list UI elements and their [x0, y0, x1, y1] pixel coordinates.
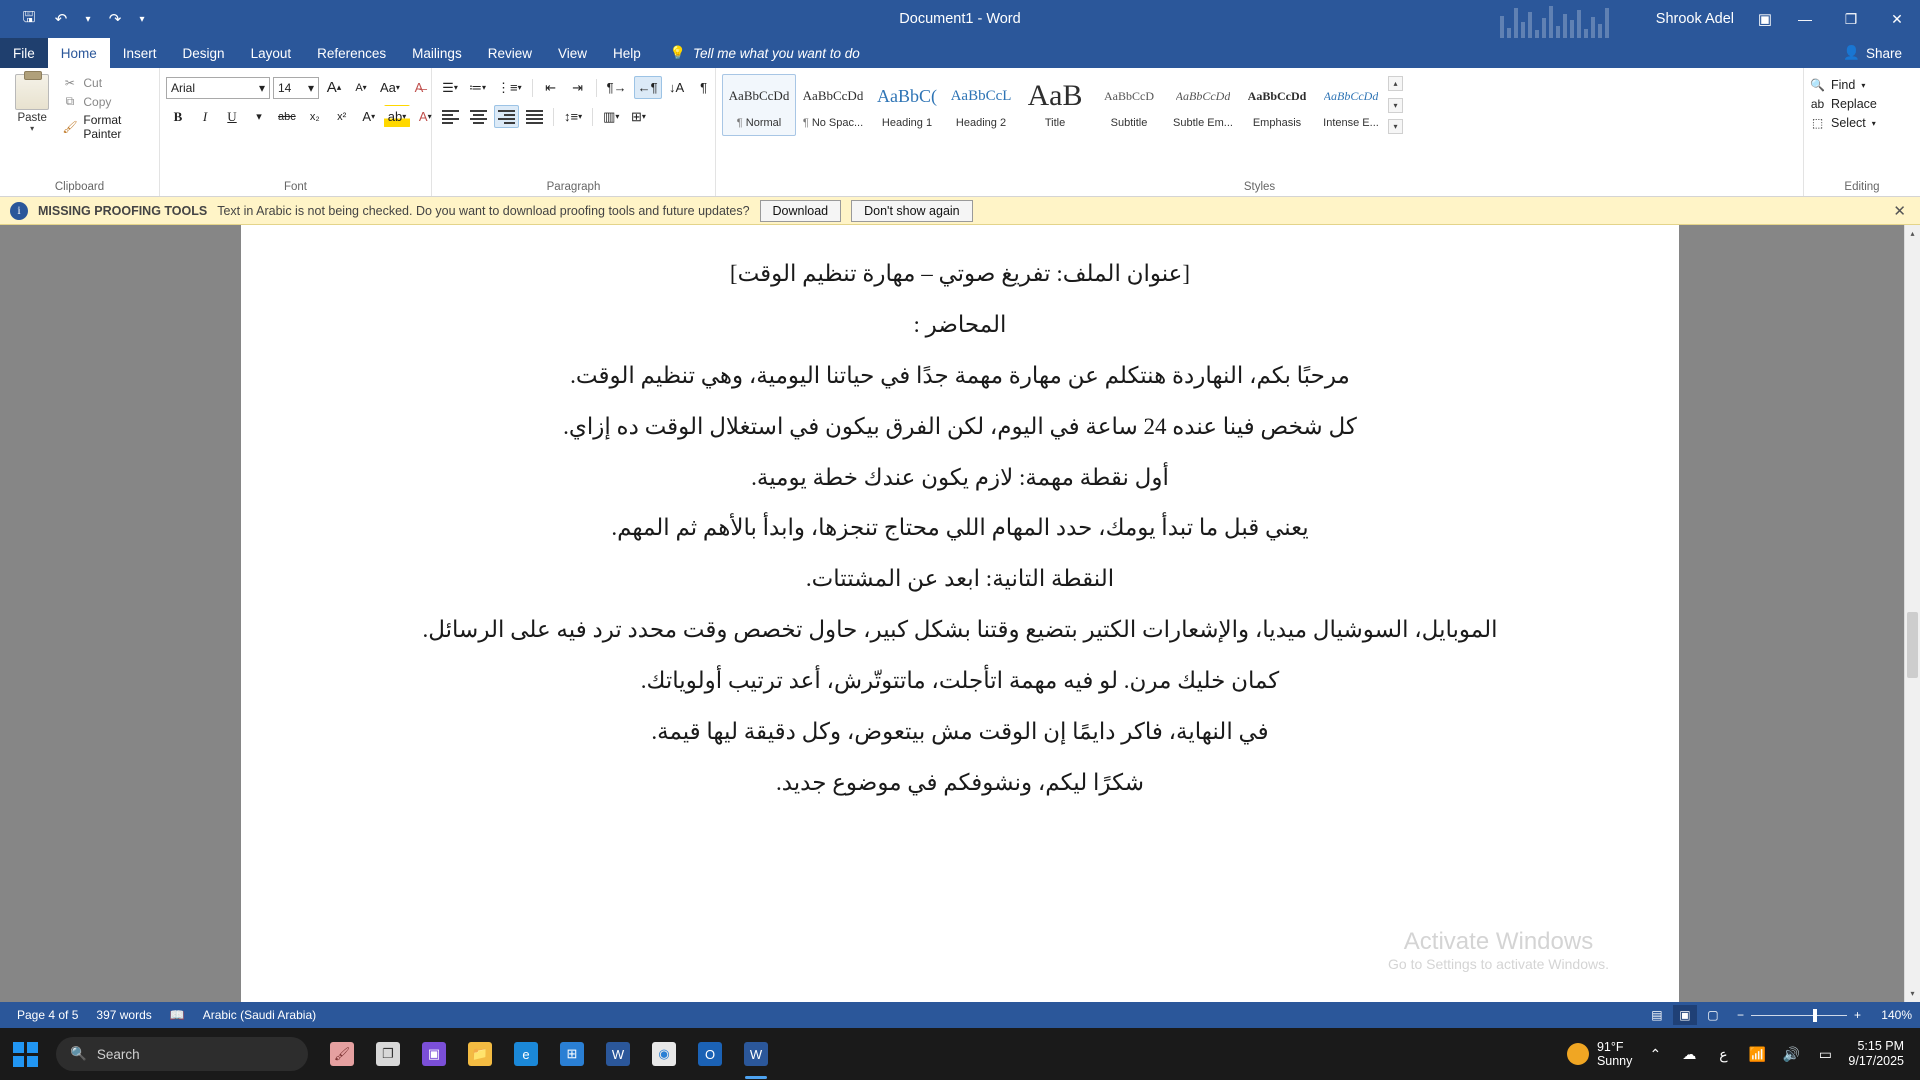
google-chrome-app-icon[interactable]: ◉	[644, 1034, 684, 1074]
word-web-app-icon[interactable]: W	[598, 1034, 638, 1074]
language-icon[interactable]: ع	[1719, 1045, 1728, 1062]
superscript-icon[interactable]: x²	[337, 110, 347, 123]
copy-button[interactable]	[62, 94, 153, 109]
clock-time: 5:15 PM	[1857, 1039, 1904, 1053]
scrollbar-thumb[interactable]	[1907, 612, 1918, 678]
style-heading-1[interactable]	[870, 74, 944, 136]
message-bar	[0, 197, 1920, 225]
align-center-icon[interactable]	[466, 105, 491, 128]
weather-text	[1597, 1040, 1632, 1069]
font-color-icon[interactable]: A ▾	[418, 109, 432, 124]
scroll-up-icon[interactable]: ▴	[1910, 229, 1915, 238]
style-preview: AaBbCcD	[1104, 88, 1154, 103]
styles-gallery[interactable]	[722, 72, 1404, 136]
bold-icon[interactable]: B	[173, 108, 183, 124]
document-paragraph: أول نقطة مهمة: لازم يكون عندك خطة يومية.	[751, 464, 1169, 490]
user-account-name[interactable]: Shrook Adel	[1655, 11, 1734, 27]
show-formatting-marks-icon[interactable]: ¶	[700, 80, 708, 95]
store-tiles-app-icon[interactable]: ⊞	[552, 1034, 592, 1074]
customize-quick-access-icon[interactable]: ▾	[139, 13, 145, 25]
zoom-out-icon[interactable]: −	[1736, 1008, 1744, 1022]
word-count[interactable]: 397 words	[96, 1008, 152, 1022]
activate-windows-title: Activate Windows	[1403, 928, 1594, 955]
grow-font-icon[interactable]: A ▴	[326, 79, 342, 96]
search-icon: 🔍	[1810, 78, 1825, 92]
paste-dropdown-icon[interactable]: ▾	[30, 124, 35, 133]
cut-label: Cut	[83, 76, 103, 90]
file-explorer-app-icon[interactable]: 📁	[460, 1034, 500, 1074]
activate-windows-watermark	[1388, 928, 1609, 972]
font-size-combo[interactable]	[273, 77, 319, 99]
restore-icon[interactable]: ❐	[1844, 10, 1858, 27]
copy-icon: ⧉	[65, 94, 75, 108]
tab-layout[interactable]: Layout	[250, 45, 292, 61]
paint-3d-app-icon[interactable]: 🖌	[322, 1034, 362, 1074]
chevron-down-icon[interactable]: ▾	[258, 80, 265, 95]
undo-icon[interactable]: ↶	[54, 11, 68, 28]
zoom-in-icon[interactable]: +	[1853, 1008, 1861, 1022]
zoom-control[interactable]	[1729, 1008, 1912, 1022]
sun-icon	[1567, 1043, 1589, 1065]
tell-me-box[interactable]	[654, 38, 860, 68]
tab-home[interactable]: Home	[48, 38, 110, 68]
strikethrough-icon[interactable]: abc	[278, 110, 296, 123]
tell-me-label: Tell me what you want to do	[692, 45, 860, 61]
dont-show-again-button[interactable]: Don't show again	[851, 200, 973, 222]
style-subtle-emphasis[interactable]	[1166, 74, 1240, 136]
align-left-icon[interactable]	[438, 105, 463, 128]
tab-help[interactable]: Help	[613, 45, 641, 61]
select-icon: ⬚	[1811, 116, 1824, 130]
style-label: Heading 2	[955, 117, 1007, 129]
read-mode-icon[interactable]: ▤	[1651, 1008, 1663, 1022]
style-label: Subtle Em...	[1173, 117, 1233, 129]
document-page[interactable]	[241, 225, 1679, 1002]
save-icon[interactable]: 🖫	[22, 8, 36, 26]
style-preview: AaBbCcDd	[728, 88, 790, 103]
group-label-clipboard: Clipboard	[54, 181, 105, 193]
style-label: Intense E...	[1323, 117, 1379, 129]
search-placeholder: Search	[96, 1046, 140, 1062]
sort-icon[interactable]: ↓A	[669, 80, 685, 95]
word-app-icon[interactable]: W	[736, 1034, 776, 1074]
start-button[interactable]	[0, 1028, 50, 1080]
scissors-icon: ✂	[64, 76, 75, 90]
numbering-icon[interactable]: ≔ ▾	[469, 79, 487, 95]
style-intense-emphasis[interactable]	[1314, 74, 1388, 136]
document-paragraph: كل شخص فينا عنده 24 ساعة في اليوم، لكن الفرق بيكون في استغلال الوقت ده إزاي.	[563, 413, 1357, 439]
style-label: Emphasis	[1252, 117, 1302, 129]
text-highlight-icon[interactable]: ab ▾	[384, 105, 410, 128]
tab-review[interactable]: Review	[487, 45, 532, 61]
system-tray	[1567, 1039, 1920, 1069]
replace-button[interactable]	[1810, 97, 1877, 111]
font-size-value: 14	[278, 80, 292, 95]
status-bar	[0, 1002, 1920, 1028]
vertical-scrollbar[interactable]	[1904, 225, 1920, 1002]
chevron-down-icon[interactable]: ▾	[307, 80, 314, 95]
group-label-font: Font	[283, 181, 307, 193]
windows-logo-icon	[13, 1042, 38, 1067]
paste-icon	[15, 74, 49, 110]
bullets-icon[interactable]: ☰ ▾	[442, 79, 458, 95]
replace-label: Replace	[1831, 97, 1877, 111]
document-body[interactable]	[241, 225, 1679, 798]
style-normal[interactable]	[722, 74, 796, 136]
find-label: Find	[1831, 78, 1856, 92]
group-label-paragraph: Paragraph	[546, 181, 601, 193]
tab-references[interactable]: References	[317, 45, 387, 61]
chevron-down-icon[interactable]: ▾	[1871, 118, 1876, 128]
align-right-icon[interactable]	[494, 105, 519, 128]
document-title: Document1 - Word	[899, 11, 1021, 27]
styles-scroll-up-icon[interactable]: ▴	[1388, 76, 1403, 91]
document-paragraph: [عنوان الملف: تفريغ صوتي – مهارة تنظيم الوقت]	[729, 261, 1191, 286]
document-area	[0, 225, 1920, 1002]
battery-icon[interactable]: ▭	[1818, 1045, 1832, 1062]
format-painter-label: Format Painter	[83, 113, 122, 141]
clock[interactable]	[1848, 1039, 1910, 1069]
quick-access-toolbar	[0, 5, 152, 33]
zoom-slider[interactable]	[1751, 1015, 1847, 1016]
find-button[interactable]	[1810, 78, 1877, 92]
close-icon[interactable]: ✕	[1893, 202, 1906, 220]
download-button[interactable]: Download	[760, 200, 842, 222]
proofing-errors-icon[interactable]: 📖	[169, 1008, 185, 1022]
group-editing	[1804, 68, 1920, 196]
group-clipboard	[0, 68, 160, 196]
select-label: Select	[1831, 116, 1866, 130]
message-bar-title: MISSING PROOFING TOOLS	[38, 203, 208, 218]
web-layout-icon[interactable]: ▢	[1707, 1008, 1719, 1022]
search-icon: 🔍	[70, 1046, 87, 1061]
tab-mailings[interactable]: Mailings	[412, 45, 462, 61]
document-paragraph: الموبايل، السوشيال ميديا، والإشعارات الكتير بتضيع وقتنا بشكل كبير، حاول تخصص وقت محدد ترد فيه على الرسائل.	[422, 617, 1498, 643]
tab-design[interactable]: Design	[182, 45, 225, 61]
clear-formatting-icon[interactable]: A̶	[414, 80, 424, 95]
outlook-app-icon[interactable]: O	[690, 1034, 730, 1074]
page-indicator[interactable]: Page 4 of 5	[17, 1008, 79, 1022]
microsoft-store-app-icon[interactable]: ▣	[414, 1034, 454, 1074]
tab-file[interactable]: File	[0, 38, 48, 68]
style-no-spacing[interactable]	[796, 74, 870, 136]
zoom-level[interactable]: 140%	[1881, 1008, 1912, 1022]
microsoft-edge-app-icon[interactable]: e	[506, 1034, 546, 1074]
document-paragraph: شكرًا ليكم، ونشوفكم في موضوع جديد.	[775, 769, 1145, 795]
style-preview: AaBbC(	[877, 85, 937, 106]
share-label: Share	[1865, 45, 1902, 61]
right-to-left-icon[interactable]: ←¶	[634, 76, 662, 99]
document-paragraph: في النهاية، فاكر دايمًا إن الوقت مش بيتعوض، وكل دقيقة ليها قيمة.	[651, 719, 1269, 745]
group-styles	[716, 68, 1804, 196]
decrease-indent-icon[interactable]: ⇤	[545, 79, 557, 95]
styles-gallery-scroll[interactable]	[1388, 74, 1404, 136]
task-view-icon[interactable]: ❐	[368, 1034, 408, 1074]
style-label: Heading 1	[881, 117, 933, 129]
select-button[interactable]	[1810, 116, 1877, 130]
document-paragraph: النقطة التانية: ابعد عن المشتتات.	[805, 566, 1115, 592]
style-title[interactable]	[1018, 74, 1092, 136]
language-indicator[interactable]: Arabic (Saudi Arabia)	[202, 1008, 317, 1022]
scrollbar-track[interactable]	[1905, 242, 1920, 985]
share-button[interactable]	[1843, 38, 1920, 68]
group-label-editing: Editing	[1844, 181, 1880, 193]
style-label: Title	[1044, 117, 1066, 129]
styles-more-icon[interactable]: ▾	[1388, 119, 1403, 134]
close-icon[interactable]: ✕	[1891, 10, 1903, 27]
underline-dropdown-icon[interactable]: ▾	[256, 111, 262, 123]
document-paragraph: المحاضر :	[913, 311, 1007, 337]
search-input[interactable]	[56, 1037, 308, 1071]
chevron-down-icon[interactable]: ▾	[1861, 80, 1866, 90]
info-icon: i	[10, 202, 28, 220]
share-icon: 👤	[1843, 45, 1860, 60]
taskbar	[0, 1028, 1920, 1080]
font-name-value: Arial	[171, 80, 196, 95]
taskbar-apps	[308, 1034, 776, 1074]
style-emphasis[interactable]	[1240, 74, 1314, 136]
document-paragraph: يعني قبل ما تبدأ يومك، حدد المهام اللي محتاج تنجزها، وابدأ بالأهم ثم المهم.	[611, 515, 1309, 541]
style-heading-2[interactable]	[944, 74, 1018, 136]
format-painter-button[interactable]	[62, 113, 153, 141]
cut-button[interactable]	[62, 76, 153, 90]
lightbulb-icon: 💡	[669, 45, 686, 60]
chevron-up-icon[interactable]: ⌃	[1649, 1045, 1662, 1062]
weather-widget[interactable]	[1567, 1040, 1632, 1069]
message-bar-text: Text in Arabic is not being checked. Do you want to download proofing tools and future updates?	[217, 203, 750, 218]
justify-icon[interactable]	[522, 105, 547, 128]
style-preview: AaBbCcDd	[1247, 88, 1307, 103]
text-effects-icon[interactable]: A ▾	[362, 109, 376, 124]
zoom-slider-handle[interactable]	[1813, 1009, 1817, 1022]
wifi-icon[interactable]: 📶	[1748, 1045, 1767, 1062]
font-name-combo[interactable]	[166, 77, 270, 99]
onedrive-icon[interactable]: ☁	[1682, 1045, 1697, 1062]
style-preview: AaBbCcDd	[802, 88, 864, 103]
style-preview: AaBbCcDd	[1175, 88, 1231, 103]
shading-icon[interactable]: ▥ ▾	[603, 108, 620, 124]
multilevel-list-icon[interactable]: ⋮≡ ▾	[497, 79, 522, 95]
group-label-styles: Styles	[1243, 181, 1276, 193]
group-paragraph	[432, 68, 716, 196]
scroll-down-icon[interactable]: ▾	[1910, 989, 1915, 998]
status-bar-right	[1645, 1005, 1912, 1025]
increase-indent-icon[interactable]: ⇥	[572, 79, 584, 95]
style-preview: AaBbCcL	[950, 87, 1012, 104]
line-spacing-icon[interactable]: ↕≡ ▾	[564, 109, 583, 124]
weather-temperature: 91°F	[1596, 1039, 1624, 1054]
paintbrush-icon: 🖌	[62, 120, 78, 134]
underline-icon[interactable]: U	[227, 108, 237, 124]
copy-label: Copy	[83, 94, 112, 109]
change-case-icon[interactable]: Aa ▾	[380, 80, 400, 95]
undo-dropdown-icon[interactable]: ▾	[85, 13, 91, 25]
document-paragraph: مرحبًا بكم، النهاردة هنتكلم عن مهارة مهمة جدًا في حياتنا اليومية، وهي تنظيم الوقت.	[570, 362, 1350, 388]
ribbon	[0, 68, 1920, 197]
italic-icon[interactable]: I	[202, 108, 208, 124]
borders-icon[interactable]: ⊞ ▾	[630, 108, 646, 124]
group-font	[160, 68, 432, 196]
title-bar	[0, 0, 1920, 38]
ribbon-tab-strip	[0, 38, 1920, 68]
title-bar-right	[1656, 0, 1920, 38]
print-layout-icon[interactable]: ▣	[1673, 1005, 1697, 1025]
left-to-right-icon[interactable]: ¶→	[606, 80, 627, 95]
replace-icon: ab	[1810, 97, 1825, 111]
clock-date: 9/17/2025	[1848, 1054, 1904, 1068]
tab-insert[interactable]: Insert	[122, 45, 157, 61]
weather-condition: Sunny	[1596, 1054, 1633, 1068]
paste-button[interactable]	[6, 72, 58, 133]
style-subtitle[interactable]	[1092, 74, 1166, 136]
paste-label: Paste	[17, 112, 47, 124]
volume-icon[interactable]: 🔊	[1782, 1045, 1801, 1062]
tab-view[interactable]: View	[557, 45, 587, 61]
minimize-icon[interactable]: —	[1798, 11, 1812, 27]
style-preview: AaBbCcDd	[1323, 88, 1379, 103]
subscript-icon[interactable]: x₂	[309, 110, 320, 123]
document-paragraph: كمان خليك مرن. لو فيه مهمة اتأجلت، ماتتوتّرش، أعد ترتيب أولوياتك.	[640, 668, 1280, 694]
style-preview: AaB	[1027, 79, 1083, 112]
styles-scroll-down-icon[interactable]: ▾	[1388, 98, 1403, 113]
shrink-font-icon[interactable]: A ▾	[355, 81, 367, 94]
style-label: Subtitle	[1110, 117, 1148, 129]
style-label: ¶ No Spac...	[802, 117, 864, 129]
style-label: ¶ Normal	[736, 117, 782, 129]
redo-icon[interactable]: ↷	[108, 11, 122, 28]
activate-windows-subtitle: Go to Settings to activate Windows.	[1388, 956, 1609, 972]
account-icon[interactable]: ▣	[1757, 11, 1773, 28]
